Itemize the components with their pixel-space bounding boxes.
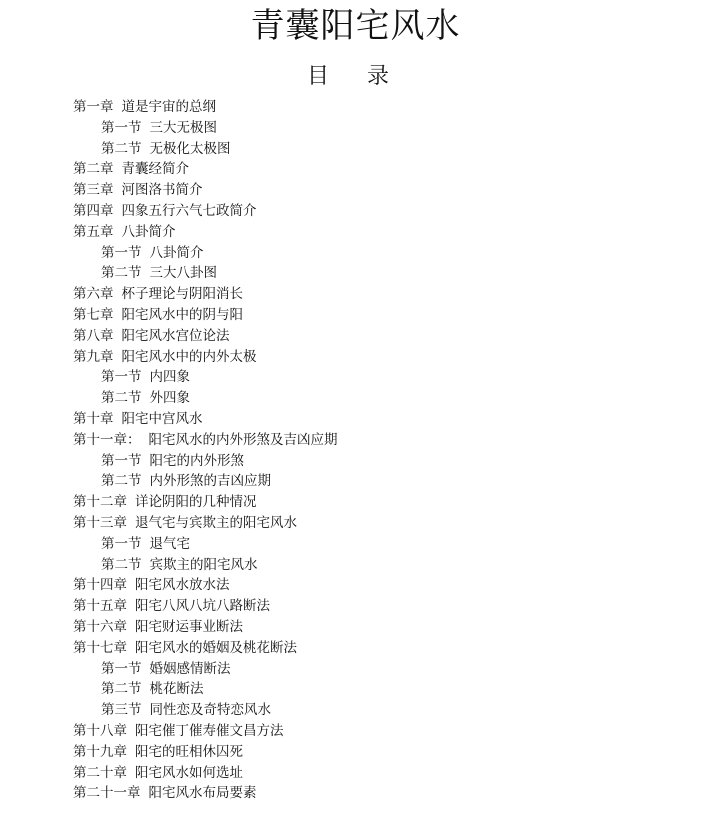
toc-entry-number: 第二节 — [101, 473, 142, 490]
toc-section-entry[interactable] — [73, 700, 338, 721]
toc-entry-title: 阳宅八风八坑八路断法 — [135, 598, 270, 615]
toc-entry-title: 八卦简介 — [121, 223, 176, 240]
toc-entry-title: 杯子理论与阴阳消长 — [121, 286, 243, 303]
toc-section-entry[interactable] — [73, 451, 338, 472]
toc-chapter-entry[interactable] — [73, 617, 338, 638]
toc-entry-title: 阳宅风水宫位论法 — [121, 327, 230, 344]
toc-section-entry[interactable] — [73, 367, 338, 388]
toc-section-entry[interactable] — [73, 388, 338, 409]
toc-entry-number: 第十三章 — [73, 514, 127, 531]
toc-chapter-entry[interactable] — [73, 513, 338, 534]
toc-entry-title: 阳宅催丁催寿催文昌方法 — [135, 722, 284, 739]
toc-heading-char-2: 录 — [367, 64, 390, 89]
toc-entry-title: 八卦简介 — [149, 244, 204, 261]
toc-entry-title: 同性恋及奇特恋风水 — [149, 702, 271, 719]
toc-entry-number: 第二节 — [101, 265, 142, 282]
toc-entry-title: 无极化太极图 — [149, 140, 231, 157]
toc-chapter-entry[interactable] — [73, 783, 338, 804]
toc-section-entry[interactable] — [73, 471, 338, 492]
toc-entry-number: 第八章 — [73, 327, 114, 344]
toc-chapter-entry[interactable] — [73, 409, 338, 430]
toc-entry-title: 内外形煞的吉凶应期 — [149, 473, 271, 490]
toc-entry-number: 第十九章 — [73, 743, 127, 760]
toc-entry-title: 阳宅风水中的内外太极 — [121, 348, 257, 365]
toc-entry-title: 四象五行六气七政简介 — [121, 202, 257, 219]
toc-entry-number: 第一节 — [101, 452, 142, 469]
toc-entry-number: 第一节 — [101, 119, 142, 136]
toc-entry-title: 阳宅中宫风水 — [121, 410, 203, 427]
toc-section-entry[interactable] — [73, 555, 338, 576]
toc-entry-number: 第一节 — [101, 244, 142, 261]
toc-entry-title: 阳宅风水布局要素 — [148, 785, 257, 802]
toc-chapter-entry[interactable] — [73, 721, 338, 742]
toc-entry-title: 道是宇宙的总纲 — [121, 99, 216, 115]
toc-entry-number: 第一章 — [73, 99, 114, 115]
toc-entry-number: 第六章 — [73, 286, 114, 303]
toc-entry-title: 阳宅的旺相休囚死 — [135, 743, 243, 760]
toc-entry-title: 阳宅风水放水法 — [135, 577, 230, 594]
toc-entry-number: 第二十一章 — [73, 785, 141, 802]
toc-entry-number: 第三节 — [101, 702, 142, 719]
toc-entry-title: 退气宅与宾欺主的阳宅风水 — [135, 514, 297, 531]
toc-section-entry[interactable] — [73, 534, 338, 555]
toc-heading-char-1: 目 — [306, 64, 329, 89]
toc-entry-title: 桃花断法 — [149, 681, 204, 698]
toc-chapter-entry[interactable] — [73, 159, 338, 180]
toc-section-entry[interactable] — [73, 243, 338, 264]
toc-chapter-entry[interactable] — [73, 201, 338, 222]
toc-chapter-entry[interactable] — [73, 284, 338, 305]
toc-entry-number: 第十五章 — [73, 598, 127, 615]
toc-chapter-entry[interactable] — [73, 763, 338, 784]
toc-section-entry[interactable] — [73, 118, 338, 139]
toc-entry-number: 第二节 — [101, 390, 142, 407]
toc-entry-title: 阳宅的内外形煞 — [149, 452, 244, 469]
toc-entry-title: 阳宅风水的婚姻及桃花断法 — [135, 639, 297, 656]
toc-entry-number: 第一节 — [101, 369, 142, 386]
toc-chapter-entry[interactable] — [73, 430, 338, 451]
toc-section-entry[interactable] — [73, 659, 338, 680]
toc-chapter-entry[interactable] — [73, 742, 338, 763]
toc-section-entry[interactable] — [73, 679, 338, 700]
toc-entry-number: 第十二章 — [73, 494, 127, 511]
toc-entry-title: 青囊经简介 — [121, 161, 189, 178]
toc-entry-number: 第十章 — [73, 410, 114, 427]
toc-entry-number: 第二节 — [101, 140, 142, 157]
toc-chapter-entry[interactable] — [73, 222, 338, 243]
toc-section-entry[interactable] — [73, 263, 338, 284]
toc-entry-number: 第九章 — [73, 348, 114, 365]
toc-entry-number: 第二十章 — [73, 764, 127, 781]
toc-entry-number: 第十七章 — [73, 639, 127, 656]
toc-section-entry[interactable] — [73, 139, 338, 160]
table-of-contents — [73, 97, 338, 804]
toc-entry-number: 第七章 — [73, 306, 114, 323]
toc-entry-number: 第十四章 — [73, 577, 127, 594]
toc-entry-title: 阳宅风水中的阴与阳 — [121, 306, 243, 323]
toc-chapter-entry[interactable] — [73, 492, 338, 513]
toc-entry-number: 第二节 — [101, 681, 142, 698]
toc-chapter-entry[interactable] — [73, 97, 338, 118]
toc-entry-title: 三大八卦图 — [149, 265, 217, 282]
toc-entry-title: 详论阴阳的几种情况 — [135, 494, 257, 511]
toc-entry-number: 第一节 — [101, 660, 142, 677]
toc-chapter-entry[interactable] — [73, 180, 338, 201]
toc-entry-number: 第二节 — [101, 556, 142, 573]
toc-chapter-entry[interactable] — [73, 347, 338, 368]
toc-chapter-entry[interactable] — [73, 596, 338, 617]
toc-entry-title: 内四象 — [149, 369, 190, 386]
toc-entry-title: 宾欺主的阳宅风水 — [149, 556, 258, 573]
toc-entry-number: 第一节 — [101, 535, 142, 552]
toc-chapter-entry[interactable] — [73, 305, 338, 326]
toc-entry-title: 外四象 — [149, 390, 190, 407]
toc-entry-number: 第二章 — [73, 161, 114, 178]
toc-entry-title: 阳宅风水如何选址 — [135, 764, 243, 781]
toc-entry-title: 河图洛书简介 — [121, 182, 203, 199]
document-title: 青囊阳宅风水 — [250, 6, 461, 46]
toc-entry-title: 三大无极图 — [149, 119, 217, 136]
toc-entry-number: 第十一章： — [73, 431, 141, 448]
toc-entry-title: 退气宅 — [149, 535, 190, 552]
toc-entry-number: 第十八章 — [73, 722, 127, 739]
toc-entry-title: 婚姻感情断法 — [149, 660, 231, 677]
toc-entry-title: 阳宅风水的内外形煞及吉凶应期 — [148, 431, 338, 448]
toc-entry-number: 第十六章 — [73, 618, 127, 635]
toc-heading — [0, 62, 696, 92]
toc-chapter-entry[interactable] — [73, 326, 338, 347]
toc-chapter-entry[interactable] — [73, 638, 338, 659]
toc-entry-number: 第五章 — [73, 223, 114, 240]
toc-entry-title: 阳宅财运事业断法 — [135, 618, 243, 635]
toc-entry-number: 第四章 — [73, 202, 114, 219]
toc-chapter-entry[interactable] — [73, 575, 338, 596]
toc-entry-number: 第三章 — [73, 182, 114, 199]
